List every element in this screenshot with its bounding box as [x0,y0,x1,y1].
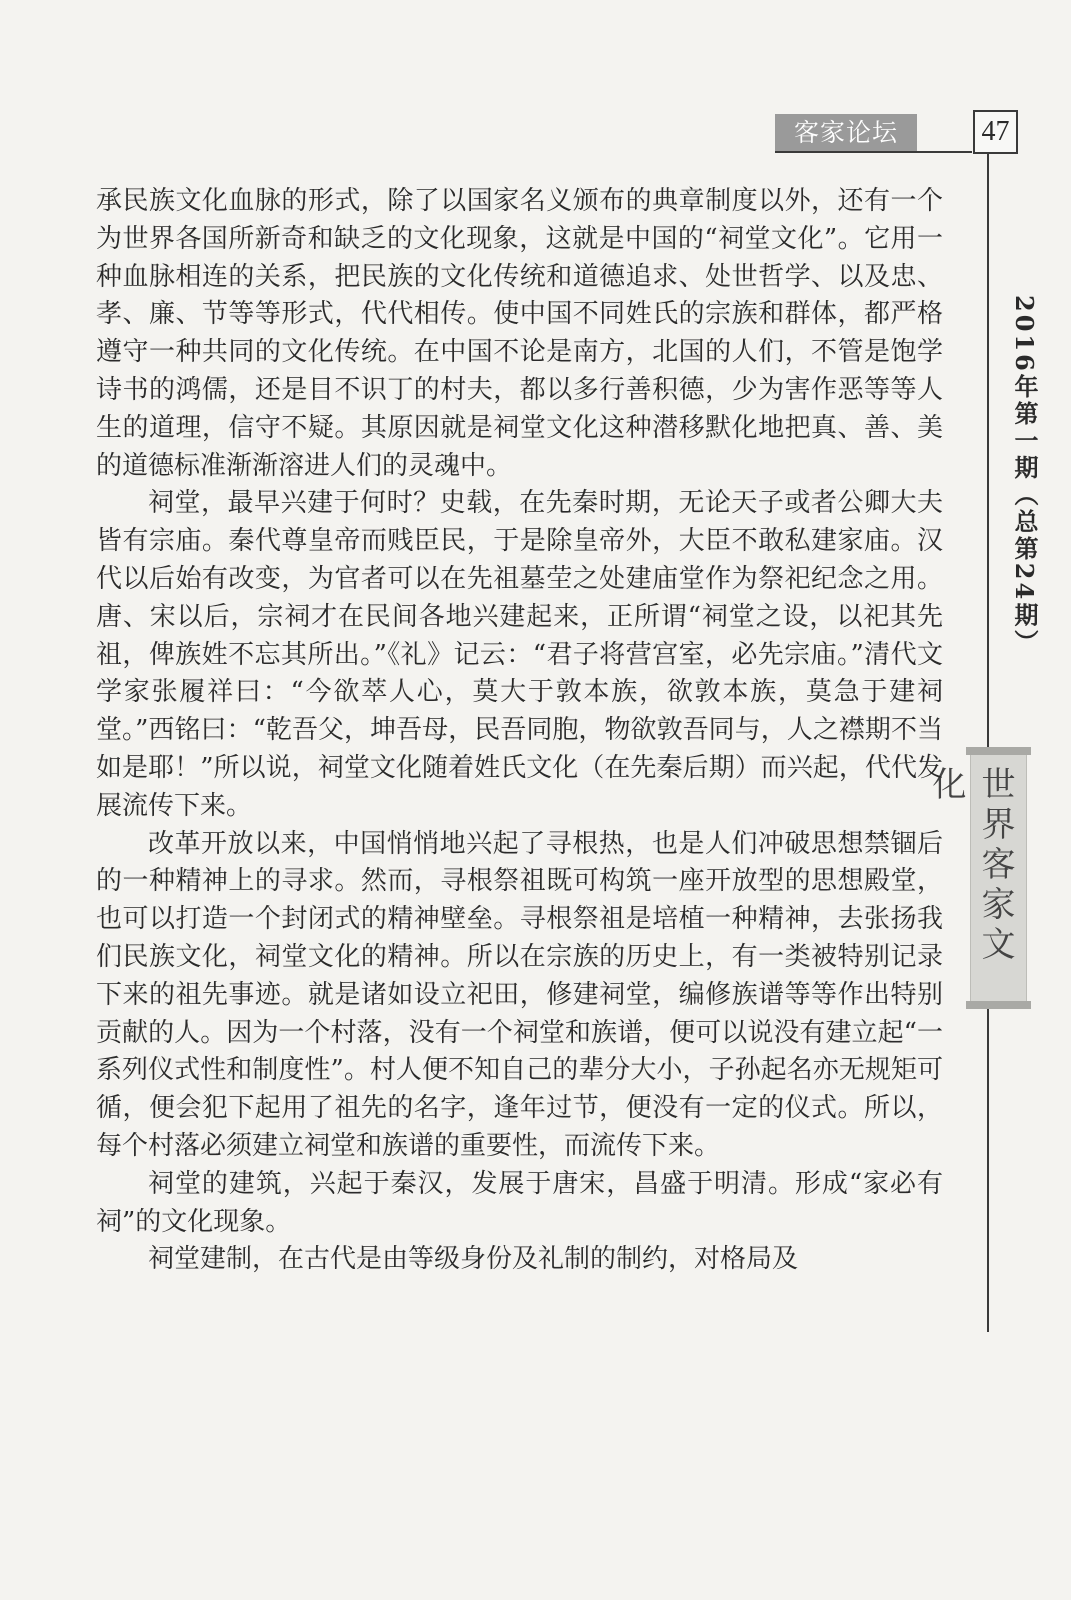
journal-banner [926,753,1027,1003]
margin-rule [987,152,989,1332]
paragraph: 祠堂建制，在古代是由等级身份及礼制的制约，对格局及 [148,1244,799,1275]
paragraph: 承民族文化血脉的形式，除了以国家名义颁布的典章制度以外，还有一个为世界各国所新奇和缺乏的文化现象，这就是中国的“祠堂文化”。它用一种血脉相连的关系，把民族的文化传统和道德追求、处世哲学、以及忠、孝、廉、节等等形式，代代相传。使中国不同姓氏的宗族和群体，都严格遵守一种共同的文化传统。在中国不论是南方，北国的人们，不管是饱学诗书的鸿儒，还是目不识丁的村夫，都以多行善积德，少为害作恶等等人生的道理，信守不疑。其原因就是祠堂文化这种潜移默化地把真、善、美的道德标准渐渐溶进人们的灵魂中。 [96,186,943,481]
paragraph: 祠堂，最早兴建于何时？史载，在先秦时期，无论天子或者公卿大夫皆有宗庙。秦代尊皇帝而贱臣民，于是除皇帝外，大臣不敢私建家庙。汉代以后始有改变，为官者可以在先祖墓茔之处建庙堂作为祭祀纪念之用。唐、宋以后，宗祠才在民间各地兴建起来，正所谓“祠堂之设，以祀其先祖，俾族姓不忘其所出。”《礼》记云：“君子将营宫室，必先宗庙。”清代文学家张履祥曰：“今欲萃人心，莫大于敦本族，欲敦本族，莫急于建祠堂。”西铭曰：“乾吾父，坤吾母，民吾同胞，物欲敦吾同与，人之襟期不当如是耶！”所以说，祠堂文化随着姓氏文化（在先秦后期）而兴起，代代发展流传下来。 [96,488,943,821]
article-body [96,183,943,1279]
section-label: 客家论坛 [775,114,917,151]
header-rule [775,151,972,153]
journal-banner-text: 世界客家文化 [926,766,1015,966]
issue-label: 2016年第一期（总第24期） [1010,295,1039,657]
page-number: 47 [973,110,1018,154]
paragraph: 祠堂的建筑，兴起于秦汉，发展于唐宋，昌盛于明清。形成“家必有祠”的文化现象。 [96,1168,943,1237]
paragraph: 改革开放以来，中国悄悄地兴起了寻根热，也是人们冲破思想禁锢后的一种精神上的寻求。然而，寻根祭祖既可构筑一座开放型的思想殿堂，也可以打造一个封闭式的精神壁垒。寻根祭祖是培植一种精神，去张扬我们民族文化，祠堂文化的精神。所以在宗族的历史上，有一类被特别记录下来的祖先事迹。就是诸如设立祀田，修建祠堂，编修族谱等等作出特别贡献的人。因为一个村落，没有一个祠堂和族谱，便可以说没有建立起“一系列仪式性和制度性”。村人便不知自己的辈分大小，子孙起名亦无规矩可循，便会犯下起用了祖先的名字，逢年过节，便没有一定的仪式。所以，每个村落必须建立祠堂和族谱的重要性，而流传下来。 [96,828,943,1161]
